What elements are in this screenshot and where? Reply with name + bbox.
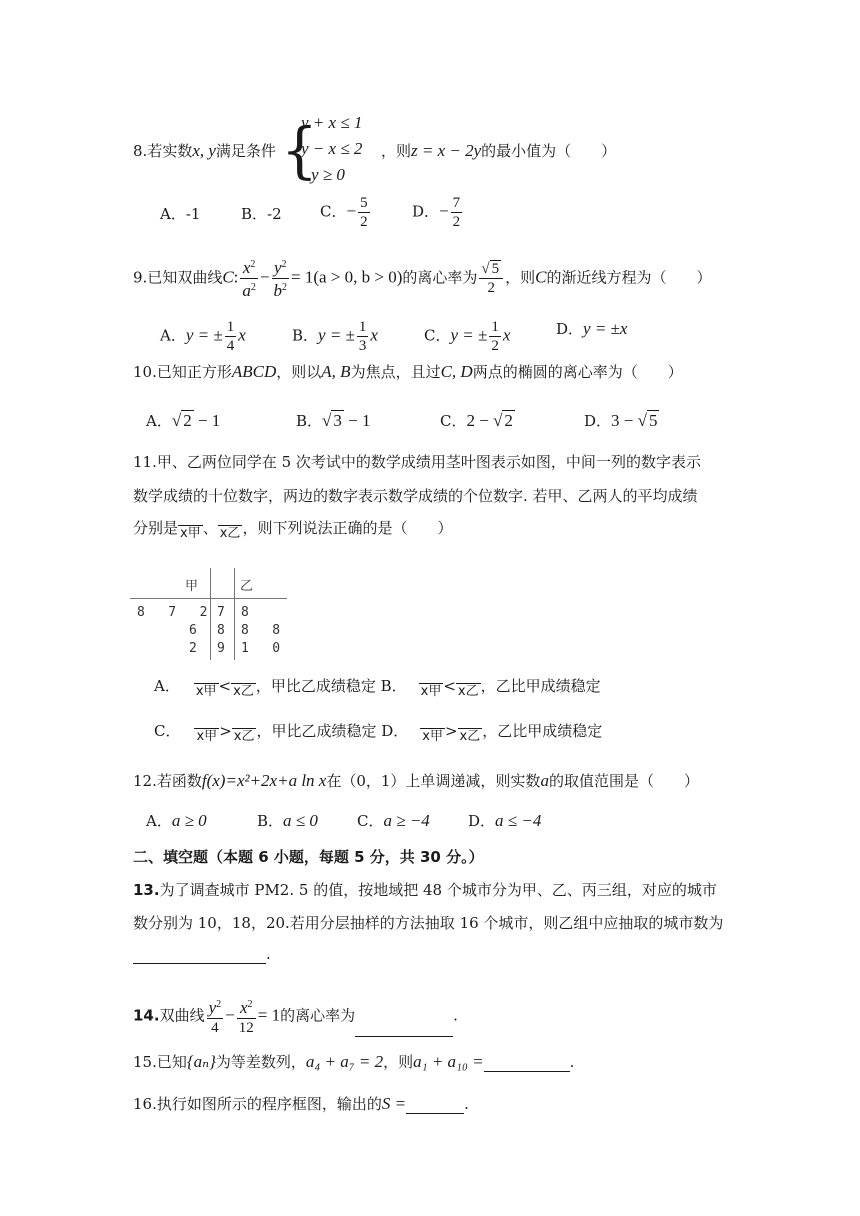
q11-line-1: 11.甲、乙两位同学在 5 次考试中的数学成绩用茎叶图表示如图，中间一列的数字表示 [133, 453, 701, 471]
row-1-right: 8 [241, 605, 249, 620]
header-yi: 乙 [240, 579, 254, 594]
q9-option-c: C．y = ± $\frac{1}{2}$ x [424, 319, 511, 354]
header-jia: 甲 [185, 579, 199, 594]
row-3-right: 1 0 [241, 641, 281, 656]
plot-horizontal-rule [130, 598, 287, 599]
plot-stem-rule [234, 568, 235, 660]
q9-stem: 9.已知双曲线C: $\frac{x^2}{a^2}$ − $\frac{y^2}{b^2}$ = 1(a > 0, b > 0)的离心率为 $\frac{√ 5}{2}$ ，则C的渐近线方程为（ ） [133, 258, 712, 300]
q13-answer-blank: . [133, 944, 271, 964]
q12-option-a: A．a ≥ 0 [146, 811, 207, 830]
q10-option-b: B．√ 3 − 1 [296, 411, 371, 430]
q10-option-d: D．3 − √ 5 [584, 411, 658, 430]
q9-option-a: A．y = ± $\frac{1}{4}$ x [160, 319, 246, 354]
plot-vertical-rule [210, 568, 211, 660]
q8-option-d: D．− $\frac{7}{2}$ [412, 195, 461, 230]
q12-stem: 12.若函数f(x)=x²+2x+a ln x在（0，1）上单调递减，则实数a的取值范围是（ ） [133, 771, 699, 790]
stem-leaf-plot [130, 565, 290, 665]
q8-stem: 8.若实数x, y满足条件 [133, 141, 276, 160]
row-1-stem: 7 [217, 605, 225, 620]
q9-option-b: B．y = ± $\frac{1}{3}$ x [292, 319, 378, 354]
constraint-3: y ≥ 0 [311, 165, 345, 184]
system-brace: { [281, 114, 318, 186]
q8-option-b: B．-2 [241, 205, 282, 223]
row-3-stem: 9 [217, 641, 225, 656]
row-2-left: 6 [189, 623, 197, 638]
q13-line-1: 13.为了调查城市 PM2. 5 的值，按地域把 48 个城市分为甲、乙、丙三组，对应的城市 [133, 881, 717, 899]
q11-options-cd: C． x甲 > x乙 ，甲比乙成绩稳定 D． x甲 > x乙 ，乙比甲成绩稳定 [154, 722, 603, 744]
q15-stem: 15.已知{aₙ}为等差数列，a₄ + a₇ = 2，则a₁ + a₁₀ = . [133, 1052, 575, 1071]
q10-option-a: A．√ 2 − 1 [146, 411, 221, 430]
q11-options-ab: A． x甲 < x乙 ，甲比乙成绩稳定 B． x甲 < x乙 ，乙比甲成绩稳定 [154, 677, 601, 699]
q11-line-3: 分别是 x甲 、 x乙 ，则下列说法正确的是（ ） [133, 519, 453, 541]
q13-line-2: 数分别为 10，18，20.若用分层抽样的方法抽取 16 个城市，则乙组中应抽取的城市数为 [133, 914, 724, 932]
q14-stem: 14.双曲线 $\frac{y^2}{4}$ − $\frac{x^2}{12}$ = 1的离心率为 . [133, 998, 458, 1036]
constraint-1: y + x ≤ 1 [301, 113, 363, 132]
q12-option-b: B．a ≤ 0 [257, 811, 318, 830]
row-2-right: 8 8 [241, 623, 281, 638]
row-1-left: 8 7 2 [137, 605, 208, 620]
row-3-left: 2 [189, 641, 197, 656]
q8-option-c: C．− $\frac{5}{2}$ [320, 195, 368, 230]
q10-stem: 10.已知正方形ABCD，则以A, B为焦点，且过C, D两点的椭圆的离心率为（ ） [133, 362, 683, 381]
q12-option-d: D．a ≤ −4 [468, 811, 542, 830]
q11-line-2: 数学成绩的十位数字，两边的数字表示数学成绩的个位数字. 若甲、乙两人的平均成绩 [133, 487, 698, 505]
row-2-stem: 8 [217, 623, 225, 638]
q12-option-c: C．a ≥ −4 [357, 811, 430, 830]
q10-option-c: C．2 − √ 2 [440, 411, 513, 430]
q8-stem-tail: ，则z = x − 2y的最小值为（ ） [381, 141, 617, 160]
q9-option-d: D．y = ±x [556, 319, 628, 338]
section-2-title: 二、填空题（本题 6 小题，每题 5 分，共 30 分。） [133, 848, 484, 866]
constraint-2: y − x ≤ 2 [301, 139, 363, 158]
q8-option-a: A．-1 [160, 205, 201, 223]
q16-stem: 16.执行如图所示的程序框图，输出的S = . [133, 1094, 469, 1113]
